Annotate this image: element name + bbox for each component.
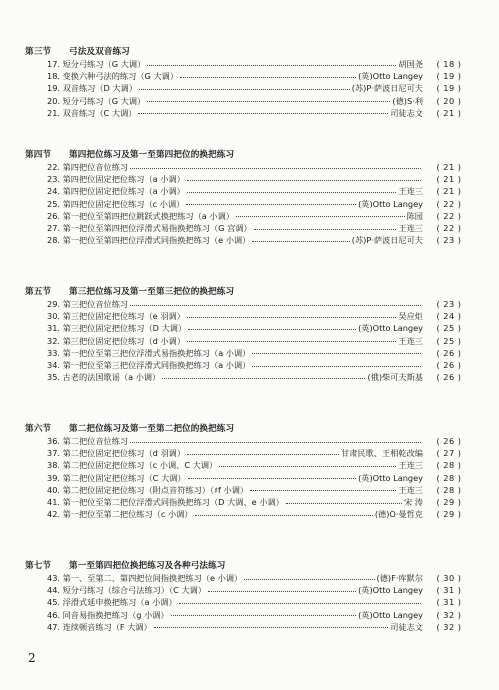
section-title: 第三把位练习及第一至第三把位的换把练习 (69, 287, 235, 297)
entry-page: ( 31 ) (436, 597, 462, 608)
entry-title: 25. 第四把位固定把位练习（c 小调） (47, 198, 185, 209)
entry-title: 23. 第四把位固定把位练习（a 小调） (47, 174, 185, 185)
entry-title: 40. 第二把位固定把位练习（附点音符练习）（♯f 小调） (47, 484, 249, 495)
section-title: 第一至第四把位换把练习及各种弓法练习 (69, 561, 226, 571)
section-heading (25, 423, 475, 435)
dot-leader (250, 490, 396, 491)
entry-author: (苏)P·萨波日尼可夫 (351, 83, 423, 94)
toc-entry[interactable] (25, 173, 475, 185)
entry-page: ( 23 ) (436, 235, 462, 246)
entry-author: 王连三 (398, 186, 423, 197)
entry-title: 30. 第三把位固定把位练习（e 羽调） (47, 311, 185, 322)
toc-entry[interactable] (25, 58, 475, 70)
toc-entry[interactable] (25, 95, 475, 107)
dot-leader (208, 591, 356, 592)
dot-leader (195, 515, 373, 516)
toc-entry[interactable] (25, 596, 475, 608)
dot-leader (180, 77, 356, 78)
entry-title: 19. 双音练习（D 大调） (47, 83, 138, 94)
dot-leader (254, 229, 397, 230)
entry-title: 45. 浮滑式延申换把练习（a 小调） (47, 597, 177, 608)
entry-author: 司徒志文 (390, 107, 423, 118)
dot-leader (188, 478, 357, 479)
entry-page: ( 26 ) (436, 372, 462, 383)
entry-author: 王连三 (398, 335, 423, 346)
toc-entry[interactable] (25, 347, 475, 359)
entry-page: ( 21 ) (436, 107, 462, 118)
dot-leader (187, 341, 396, 342)
toc-entry[interactable] (25, 70, 475, 82)
entry-page: ( 21 ) (436, 162, 462, 172)
toc-section (25, 149, 475, 246)
section-heading (25, 560, 475, 572)
entry-title: 34. 第一把位至第三把位浮滑式同指换把练习（a 小调） (47, 359, 251, 370)
entry-page: ( 26 ) (436, 347, 462, 358)
section-title: 第二把位练习及第一至第二把位的换把练习 (69, 424, 235, 434)
entry-title: 29. 第三把位音位练习 (47, 299, 129, 309)
toc-entry[interactable] (25, 484, 475, 496)
toc-entry[interactable] (25, 609, 475, 621)
entry-title: 22. 第四把位音位练习 (47, 162, 129, 172)
entry-title: 31. 第三把位固定把位练习（D 大调） (47, 323, 187, 334)
dot-leader (252, 366, 421, 367)
entry-page: ( 25 ) (436, 323, 462, 334)
dot-leader (187, 317, 397, 318)
entry-title: 26. 第一把位至第四把位跳跃式换把练习（a 小调） (47, 210, 234, 221)
entry-title: 27. 第一把位至第四把位浮滑式易指换把练习（G 宫调） (47, 222, 252, 233)
entry-author: 胡国尧 (398, 59, 423, 69)
entry-page: ( 25 ) (436, 335, 462, 346)
toc-entry[interactable] (25, 459, 475, 471)
entry-title: 41. 第一把位至第二把位浮滑式同指换把练习（D 大调、e 小调） (47, 496, 284, 507)
entry-author: (德)O·曼哲克 (374, 509, 423, 520)
entry-page: ( 21 ) (436, 186, 462, 197)
toc-entry[interactable] (25, 222, 475, 234)
entry-author: 王连三 (398, 484, 423, 495)
dot-leader (130, 305, 421, 306)
entry-title: 37. 第二把位固定把位练习（d 羽调） (47, 448, 186, 459)
entry-title: 21. 双音练习（C 大调） (47, 107, 137, 118)
entry-title: 32. 第三把位固定把位练习（d 小调） (47, 335, 186, 346)
entry-title: 47. 连续顿音练习（F 大调） (47, 621, 152, 632)
entry-page: ( 28 ) (436, 472, 462, 483)
entry-title: 20. 短分弓练习（G 大调） (47, 95, 146, 106)
toc-entry[interactable] (25, 508, 475, 520)
dot-leader (139, 89, 350, 90)
entry-author: (英)Otto Langey (358, 323, 423, 334)
entry-author: 王连三 (398, 222, 423, 233)
toc-entry[interactable] (25, 435, 475, 447)
dot-leader (179, 603, 421, 604)
entry-title: 17. 短分弓练习（G 大调） (47, 59, 146, 69)
dot-leader (252, 241, 349, 242)
dot-leader (244, 579, 374, 580)
toc-entry[interactable] (25, 359, 475, 371)
entry-page: ( 29 ) (436, 496, 462, 507)
entry-title: 35. 古老的法国歌谣（a 小调） (47, 372, 161, 383)
dot-leader (286, 503, 402, 504)
entry-page: ( 28 ) (436, 484, 462, 495)
toc-section (25, 286, 475, 383)
entry-page: ( 18 ) (436, 59, 462, 69)
entry-author: 司徒志文 (390, 621, 423, 632)
section-number: 第四节 (25, 150, 52, 160)
dot-leader (236, 216, 405, 217)
entry-author: (英)Otto Langey (358, 472, 423, 483)
dot-leader (147, 65, 396, 66)
section-heading (25, 149, 475, 161)
toc-entry[interactable] (25, 496, 475, 508)
toc-entry[interactable] (25, 621, 475, 633)
toc-entry[interactable] (25, 335, 475, 347)
toc-entry[interactable] (25, 472, 475, 484)
entry-page: ( 26 ) (436, 436, 462, 446)
entry-author: (德)F·库默尔 (376, 573, 423, 583)
dot-leader (147, 101, 390, 102)
toc-entry[interactable] (25, 234, 475, 246)
entry-page: ( 27 ) (436, 448, 462, 459)
section-number: 第七节 (25, 561, 52, 571)
entry-page: ( 30 ) (436, 573, 462, 583)
entry-title: 39. 第二把位固定把位练习（C 大调） (47, 472, 186, 483)
entry-page: ( 19 ) (436, 71, 462, 82)
dot-leader (138, 113, 388, 114)
toc-entry[interactable] (25, 161, 475, 173)
dot-leader (219, 466, 396, 467)
entry-title: 43. 第一、至第二、第四把位间指换把练习（e 小调） (47, 573, 243, 583)
entry-page: ( 29 ) (436, 509, 462, 520)
page-number: 2 (28, 651, 36, 665)
toc-entry[interactable] (25, 198, 475, 210)
entry-author: 陈园 (406, 210, 423, 221)
entry-author: 王连三 (398, 460, 423, 471)
section-number: 第五节 (25, 287, 52, 297)
entry-page: ( 22 ) (436, 222, 462, 233)
toc-entry[interactable] (25, 298, 475, 310)
entry-page: ( 21 ) (436, 174, 462, 185)
section-title: 弓法及双音练习 (69, 47, 130, 57)
dot-leader (171, 615, 356, 616)
toc-entry[interactable] (25, 210, 475, 222)
toc-entry[interactable] (25, 584, 475, 596)
dot-leader (162, 378, 365, 379)
section-heading (25, 286, 475, 298)
entry-page: ( 22 ) (436, 210, 462, 221)
entry-author: (英)Otto Langey (358, 609, 423, 620)
section-number: 第三节 (25, 47, 52, 57)
entry-author: (英)Otto Langey (358, 198, 423, 209)
dot-leader (252, 353, 421, 354)
entry-page: ( 22 ) (436, 198, 462, 209)
entry-author: (英)Otto Langey (358, 585, 423, 596)
dot-leader (154, 627, 388, 628)
entry-page: ( 32 ) (436, 609, 462, 620)
entry-author: (苏)P·萨波日尼可夫 (351, 235, 423, 246)
entry-title: 28. 第一把位至第四把位浮滑式同指换把练习（e 小调） (47, 235, 251, 246)
dot-leader (187, 192, 397, 193)
entry-title: 24. 第四把位固定把位练习（a 小调） (47, 186, 185, 197)
entry-title: 36. 第二把位音位练习 (47, 436, 129, 446)
entry-title: 42. 第一把位至第二把位练习（c 小调） (47, 509, 193, 520)
toc-entry[interactable] (25, 82, 475, 94)
dot-leader (130, 168, 421, 169)
entry-page: ( 20 ) (436, 95, 462, 106)
toc-entry[interactable] (25, 572, 475, 584)
entry-author: 吴应炬 (398, 311, 423, 322)
entry-title: 18. 变换六种弓法的练习（G 大调） (47, 71, 179, 82)
dot-leader (187, 180, 421, 181)
dot-leader (130, 442, 421, 443)
entry-title: 38. 第二把位固定把位练习（c 小调、C 大调） (47, 460, 218, 471)
toc-entry[interactable] (25, 322, 475, 334)
entry-page: ( 28 ) (436, 460, 462, 471)
entry-page: ( 32 ) (436, 621, 462, 632)
toc-entry[interactable] (25, 371, 475, 383)
dot-leader (188, 329, 356, 330)
dot-leader (187, 454, 339, 455)
entry-page: ( 24 ) (436, 311, 462, 322)
entry-title: 33. 第一把位至第三把位浮滑式易指换把练习（a 小调） (47, 347, 251, 358)
dot-leader (186, 204, 356, 205)
entry-author: 宋 涛 (404, 496, 423, 507)
toc-entry[interactable] (25, 447, 475, 459)
entry-author: (德)S·利 (392, 95, 423, 106)
entry-author: 甘肃民歌、王相乾改编 (341, 448, 423, 459)
toc-section (25, 46, 475, 119)
entry-page: ( 23 ) (436, 299, 462, 309)
entry-page: ( 19 ) (436, 83, 462, 94)
toc-section (25, 560, 475, 633)
toc-entry[interactable] (25, 107, 475, 119)
entry-page: ( 31 ) (436, 585, 462, 596)
entry-title: 44. 短分弓练习（综合弓法练习）（C 大调） (47, 585, 207, 596)
section-heading (25, 46, 475, 58)
section-number: 第六节 (25, 424, 52, 434)
entry-author: (俄)柴可夫斯基 (367, 372, 423, 383)
section-title: 第四把位练习及第一至第四把位的换把练习 (69, 150, 235, 160)
toc-entry[interactable] (25, 310, 475, 322)
entry-author: (英)Otto Langey (358, 71, 423, 82)
entry-page: ( 26 ) (436, 359, 462, 370)
entry-title: 46. 同音易指换把练习（g 小调） (47, 609, 169, 620)
toc-entry[interactable] (25, 185, 475, 197)
toc-section (25, 423, 475, 520)
